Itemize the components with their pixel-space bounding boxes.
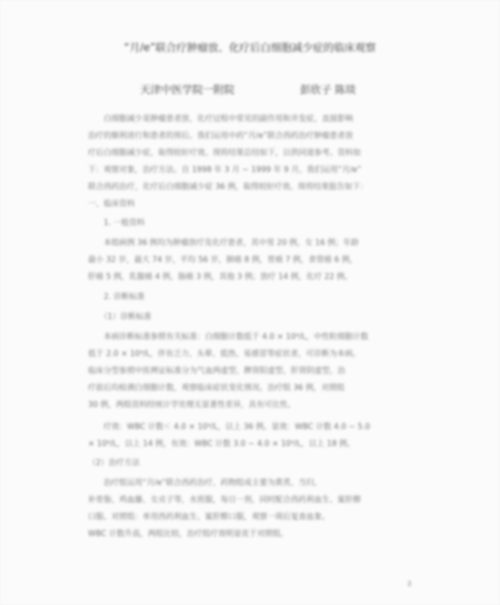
body-line: 最小 32 岁，最大 74 岁，平均 56 岁，肺癌 8 例，胃癌 7 例，食管癌 6 例， xyxy=(88,255,358,264)
body-line: 本病诊断标准参照有关标准：白细胞计数低于 4.0 × 10⁹/L，中性粒细胞计数 xyxy=(88,332,369,341)
body-line: 治疗组运用“月/e”联合西药治疗，药物组成主要为黄芪、当归、 xyxy=(88,478,322,487)
section-heading: 一、临床资料 xyxy=(88,199,135,208)
author-names: 彭欣子 陈琰 xyxy=(300,84,356,96)
body-line: WBC 计数升高，两组比较，治疗组疗效明显优于对照组。 xyxy=(88,529,289,538)
body-line: 低于 2.0 × 10⁹/L，伴有乏力、头晕、低热、易感冒等症状者，可诊断为本病。 xyxy=(88,349,361,358)
body-line: 肝癌 5 例，乳腺癌 4 例，肠癌 3 例，其他 3 例；放疗 14 例，化疗 22 例。 xyxy=(88,272,353,281)
body-line: 口服。对照组：单用西药利血生、鲨肝醇口服，观察一周后复查血象。 xyxy=(88,512,330,521)
section-heading: （2）治疗方法 xyxy=(88,458,140,467)
section-heading: 2. 诊断标准 xyxy=(88,292,145,301)
body-line: 联合西药治疗，化疗后白细胞减少症 36 例，取得较好疗效。现将结果报告如下： xyxy=(88,182,368,191)
body-line: 临床分型参照中医辨证标准分为气血两虚型、脾肾阳虚型、肝肾阴虚型，治 xyxy=(88,366,346,375)
section-heading: （1）诊断标准 xyxy=(88,312,152,321)
page-number: 3 xyxy=(407,580,412,588)
body-line: 疗后白细胞减少症，取得较好疗效。现将结果总结如下，以供同道参考。资料如 xyxy=(88,148,361,157)
body-line: 治疗的顺利进行和患者的预后。我们运用中药“月/e”联合西药治疗肿瘤患者放 xyxy=(88,131,353,140)
body-line: × 10⁹/L，以上 14 例，有效：WBC 计数 3.0 ~ 4.0 × 10⁹/L，以上 18 例。 xyxy=(88,439,355,448)
body-line: 疗前后均检测白细胞计数，观察临床症状变化情况。治疗组 36 例，对照组 xyxy=(88,383,345,392)
body-line: 疗效：WBC 计数＜ 4.0 × 10⁹/L，以上 36 例。显效：WBC 计数 4.0 ~ 5.0 xyxy=(88,422,371,431)
body-line: 30 例，两组资料经统计学处理无显著性差异，具有可比性。 xyxy=(88,400,296,409)
document-title: “月/e”联合疗肿瘤放、化疗后白细胞减少症的临床观察 xyxy=(124,42,376,54)
section-heading: 1. 一般资料 xyxy=(88,218,145,227)
affiliation: 天津中医学院一附院 xyxy=(140,84,235,96)
body-line: 下：观察对象，治疗方法。自 1998 年 3 月 ~ 1999 年 9 月，我们运用“月/e” xyxy=(88,165,362,174)
body-line: 补骨脂、鸡血藤、女贞子等，水煎服，每日一剂，同时配合西药利血生、鲨肝醇 xyxy=(88,495,361,504)
body-line: 本组病例 36 例均为肿瘤放疗及化疗患者，其中男 20 例，女 16 例；年龄 xyxy=(88,238,359,247)
body-line: 白细胞减少是肿瘤患者放、化疗过程中常见的副作用和并发症，直接影响 xyxy=(88,114,354,123)
